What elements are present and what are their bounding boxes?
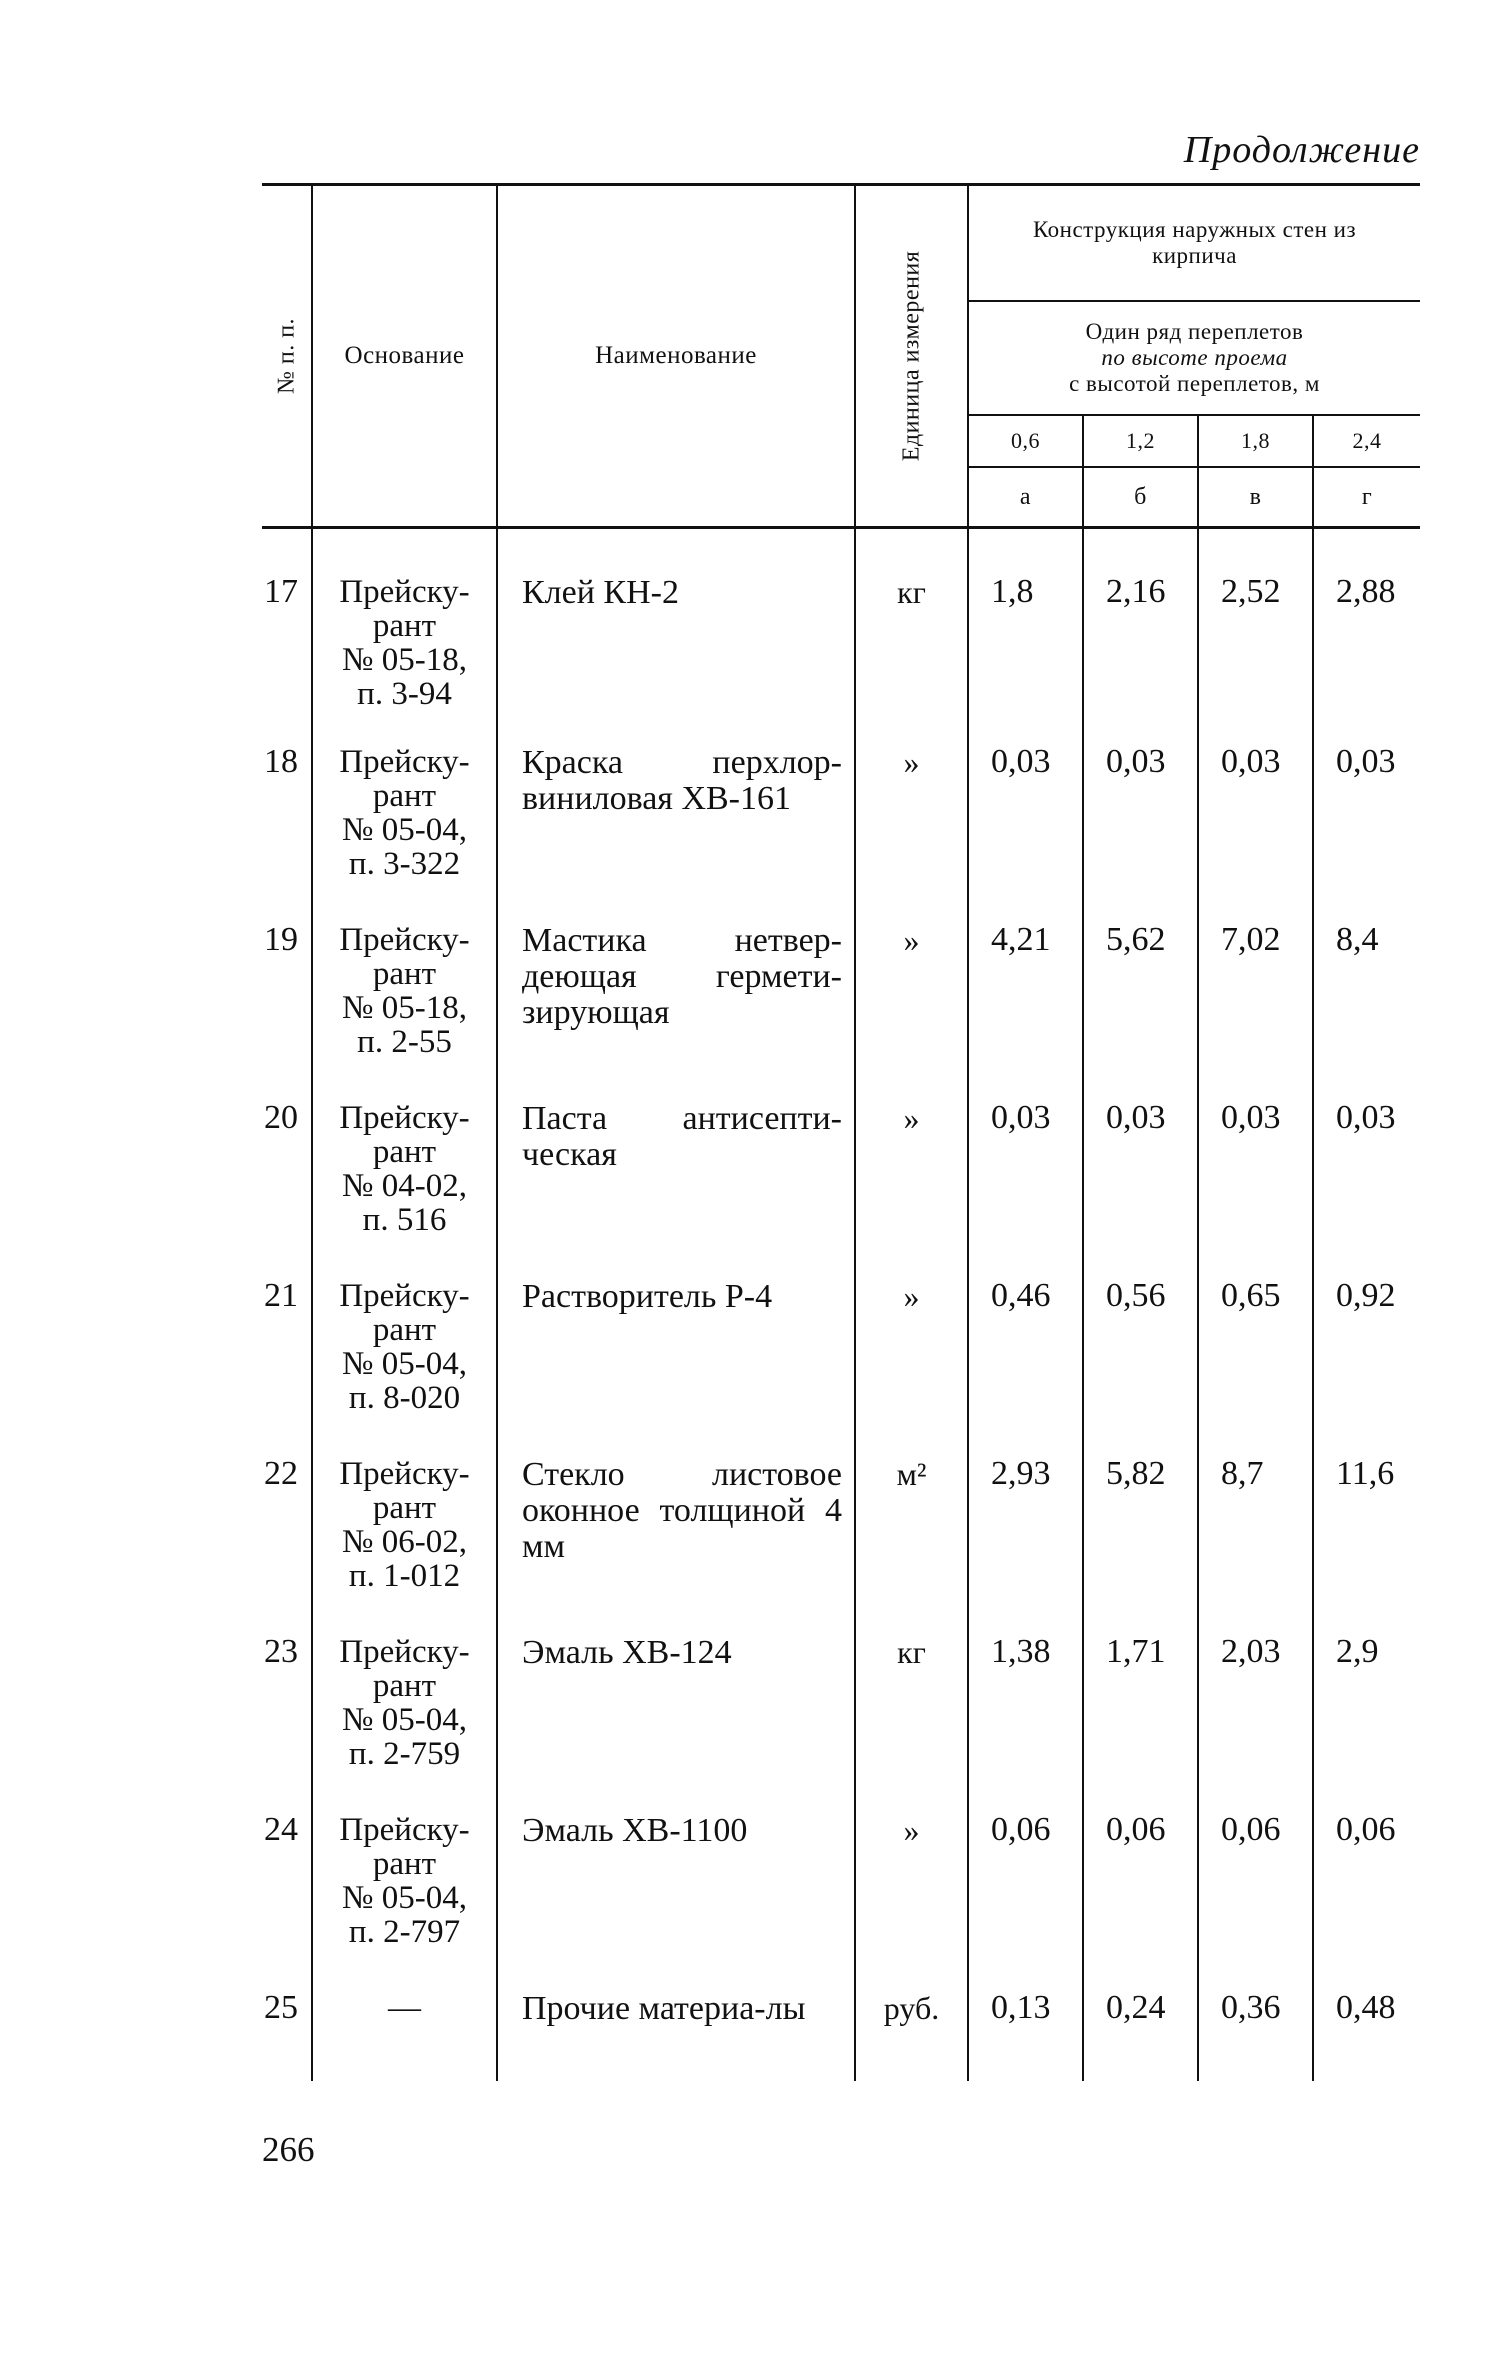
- row-value-a: 0,13: [968, 1991, 1083, 2081]
- row-value-g: 0,03: [1313, 1101, 1420, 1279]
- row-value-b: 0,03: [1083, 745, 1198, 923]
- row-value-b: 0,24: [1083, 1991, 1198, 2081]
- row-basis: —: [312, 1991, 497, 2081]
- row-unit: »: [855, 923, 968, 1101]
- row-value-g: 0,03: [1313, 745, 1420, 923]
- row-number: 21: [264, 1277, 298, 1314]
- row-value-v: 2,03: [1198, 1635, 1313, 1813]
- row-number: 22: [264, 1455, 298, 1492]
- row-unit: »: [855, 1813, 968, 1991]
- header-group: Конструкция наружных стен из кирпича: [968, 185, 1420, 302]
- row-number: 19: [264, 921, 298, 958]
- table-row: [262, 528, 1420, 746]
- header-basis: Основание: [312, 185, 497, 528]
- table-row: [262, 1635, 1420, 1813]
- row-value-g: 8,4: [1313, 923, 1420, 1101]
- row-value-a: 1,8: [968, 528, 1083, 746]
- row-value-a: 0,03: [968, 745, 1083, 923]
- row-value-g: 2,88: [1313, 528, 1420, 746]
- header-letter-b: б: [1083, 467, 1198, 528]
- row-value-g: 11,6: [1313, 1457, 1420, 1635]
- header-letter-v: в: [1198, 467, 1313, 528]
- row-name: Эмаль ХВ-1100: [497, 1813, 855, 1991]
- row-basis: Прейску- рант № 05-04, п. 3-322: [312, 745, 497, 923]
- header-num: № п. п.: [262, 185, 312, 528]
- row-unit: руб.: [855, 1991, 968, 2081]
- row-name: Прочие материа-лы: [497, 1991, 855, 2081]
- row-unit: кг: [855, 1635, 968, 1813]
- row-value-b: 0,06: [1083, 1813, 1198, 1991]
- row-value-b: 0,56: [1083, 1279, 1198, 1457]
- row-value-v: 7,02: [1198, 923, 1313, 1101]
- row-unit: »: [855, 1101, 968, 1279]
- row-value-v: 0,36: [1198, 1991, 1313, 2081]
- row-value-a: 0,46: [968, 1279, 1083, 1457]
- page-number: 266: [262, 2130, 315, 2169]
- row-value-b: 0,03: [1083, 1101, 1198, 1279]
- header-height-2: 1,2: [1083, 415, 1198, 467]
- row-name: Клей КН-2: [497, 528, 855, 746]
- table-row: [262, 1991, 1420, 2081]
- continuation-label: Продолжение: [1183, 129, 1420, 171]
- header-height-4: 2,4: [1313, 415, 1420, 467]
- row-number: 18: [264, 743, 298, 780]
- row-name: Стекло листовое оконное толщиной 4 мм: [497, 1457, 855, 1635]
- materials-table-container: [262, 183, 1420, 2081]
- row-name: Растворитель Р-4: [497, 1279, 855, 1457]
- materials-table: [262, 183, 1420, 2081]
- row-unit: м²: [855, 1457, 968, 1635]
- row-basis: Прейску- рант № 04-02, п. 516: [312, 1101, 497, 1279]
- row-value-g: 2,9: [1313, 1635, 1420, 1813]
- header-letter-a: а: [968, 467, 1083, 528]
- header-height-3: 1,8: [1198, 415, 1313, 467]
- row-value-a: 2,93: [968, 1457, 1083, 1635]
- row-number: 17: [264, 573, 298, 610]
- header-height-1: 0,6: [968, 415, 1083, 467]
- row-value-a: 4,21: [968, 923, 1083, 1101]
- row-value-a: 0,03: [968, 1101, 1083, 1279]
- row-value-v: 0,03: [1198, 745, 1313, 923]
- row-unit: кг: [855, 528, 968, 746]
- table-row: [262, 923, 1420, 1101]
- row-number: 20: [264, 1099, 298, 1136]
- row-value-b: 5,62: [1083, 923, 1198, 1101]
- row-value-v: 0,03: [1198, 1101, 1313, 1279]
- header-name: Наименование: [497, 185, 855, 528]
- row-value-v: 0,06: [1198, 1813, 1313, 1991]
- row-value-v: 0,65: [1198, 1279, 1313, 1457]
- row-basis: Прейску- рант № 05-04, п. 2-759: [312, 1635, 497, 1813]
- row-unit: »: [855, 745, 968, 923]
- row-name: Краска перхлор-виниловая ХВ-161: [497, 745, 855, 923]
- row-name: Паста антисепти-ческая: [497, 1101, 855, 1279]
- row-value-g: 0,92: [1313, 1279, 1420, 1457]
- row-number: 25: [264, 1989, 298, 2026]
- row-basis: Прейску- рант № 05-04, п. 8-020: [312, 1279, 497, 1457]
- row-value-a: 0,06: [968, 1813, 1083, 1991]
- row-number: 23: [264, 1633, 298, 1670]
- row-value-g: 0,48: [1313, 1991, 1420, 2081]
- row-value-b: 2,16: [1083, 528, 1198, 746]
- row-value-b: 1,71: [1083, 1635, 1198, 1813]
- table-header: [262, 185, 1420, 528]
- table-row: [262, 1279, 1420, 1457]
- row-basis: Прейску- рант № 05-18, п. 3-94: [312, 528, 497, 746]
- row-name: Эмаль ХВ-124: [497, 1635, 855, 1813]
- row-unit: »: [855, 1279, 968, 1457]
- row-number: 24: [264, 1811, 298, 1848]
- row-basis: Прейску- рант № 05-18, п. 2-55: [312, 923, 497, 1101]
- row-value-v: 8,7: [1198, 1457, 1313, 1635]
- header-subgroup: Один ряд переплетов по высоте проема с высотой переплетов, м: [968, 301, 1420, 415]
- table-row: [262, 1101, 1420, 1279]
- table-body: [262, 528, 1420, 2082]
- row-name: Мастика нетвер-деющая гермети-зирующая: [497, 923, 855, 1101]
- row-basis: Прейску- рант № 06-02, п. 1-012: [312, 1457, 497, 1635]
- row-value-g: 0,06: [1313, 1813, 1420, 1991]
- row-value-v: 2,52: [1198, 528, 1313, 746]
- table-row: [262, 1457, 1420, 1635]
- row-basis: Прейску- рант № 05-04, п. 2-797: [312, 1813, 497, 1991]
- table-row: [262, 745, 1420, 923]
- header-letter-g: г: [1313, 467, 1420, 528]
- row-value-a: 1,38: [968, 1635, 1083, 1813]
- row-value-b: 5,82: [1083, 1457, 1198, 1635]
- header-unit: Единица измерения: [855, 185, 968, 528]
- table-row: [262, 1813, 1420, 1991]
